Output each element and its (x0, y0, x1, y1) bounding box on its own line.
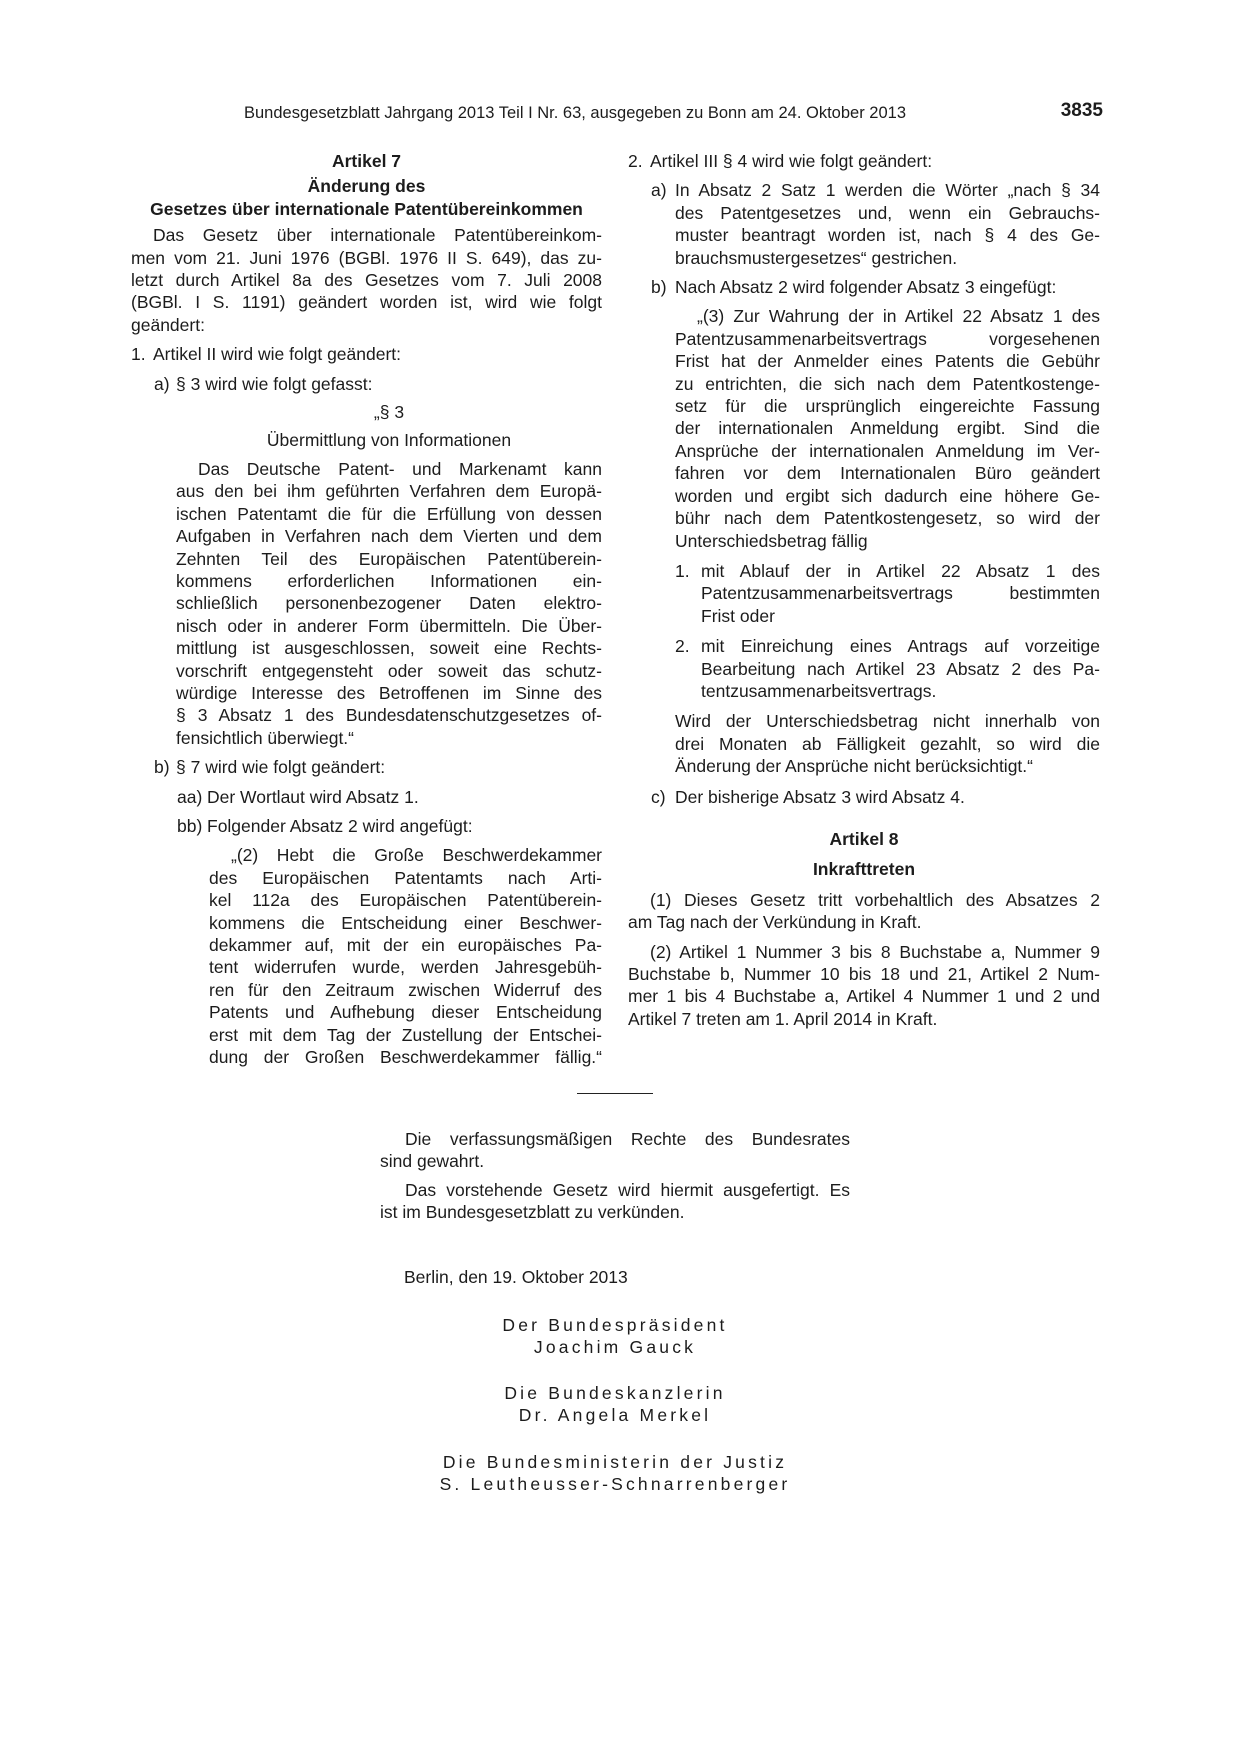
absatz-3-item-1-number: 1. (675, 560, 690, 581)
absatz-2-text (131, 844, 602, 1068)
signature-block-3 (380, 1451, 850, 1496)
article-8-title: Artikel 8 (829, 828, 899, 849)
signatory-role: Die Bundeskanzlerin (504, 1383, 726, 1403)
article-8-para-1-line: (1) Dieses Gesetz tritt vorbehaltlich des Absatzes 2 (650, 889, 1100, 910)
article-8-para-2-line: Buchstabe b, Nummer 10 bis 18 und 21, Artikel 2 Num- (628, 964, 1100, 984)
signatory-role: Die Bundesministerin der Justiz (442, 1452, 788, 1472)
paragraph-3-heading: „§ 3 (373, 402, 405, 423)
item-2c-text: Der bisherige Absatz 3 wird Absatz 4. (675, 786, 965, 807)
item-1a (131, 373, 602, 395)
absatz-3-line: Ansprüche der internationalen Anmeldung im Ver- (675, 440, 1100, 461)
signature-block-2 (380, 1382, 850, 1427)
absatz-3-line: zu entrichten, die sich nach dem Patentkostenge- (675, 373, 1100, 394)
paragraph-3-line: nisch oder in anderer Form übermitteln. Die Über- (176, 615, 602, 636)
article-8-para-2-line: (2) Artikel 1 Nummer 3 bis 8 Buchstabe a, Nummer 9 (650, 941, 1100, 962)
item-2c-label: c) (651, 786, 666, 807)
absatz-3-line: Patentzusammenarbeitsvertrags vorgesehenen (675, 328, 1100, 349)
absatz-3-item-1-body (701, 560, 1100, 627)
article-7-title: Artikel 7 (331, 151, 402, 171)
item-2c (628, 786, 1100, 808)
absatz-3-line: Unterschiedsbetrag fällig (675, 530, 868, 551)
intro-line: (BGBl. I S. 1191) geändert worden ist, wird wie folgt (131, 292, 602, 313)
absatz-2-line: erst mit dem Tag der Zustellung der Entschei- (209, 1024, 602, 1045)
item-2a (628, 179, 1100, 269)
closing-line: Die verfassungsmäßigen Rechte des Bundesrates (405, 1129, 850, 1149)
item-2a-label: a) (651, 180, 667, 201)
signatory-name: Dr. Angela Merkel (518, 1405, 712, 1426)
item-2a-body (675, 179, 1100, 269)
absatz-3-tail-line: drei Monaten ab Fälligkeit gezahlt, so wird die (675, 733, 1100, 754)
absatz-2-line: „(2) Hebt die Große Beschwerdekammer (231, 845, 602, 866)
signature-block-1 (380, 1314, 850, 1359)
page-header (244, 100, 1103, 126)
article-8-para-2-line: mer 1 bis 4 Buchstabe a, Artikel 4 Nummer 1 und 2 und (628, 986, 1100, 1007)
item-1b (131, 756, 602, 778)
article-8-para-1 (628, 889, 1100, 934)
item-1b-text: § 7 wird wie folgt geändert: (176, 757, 386, 778)
absatz-3-item-1-line: mit Ablauf der in Artikel 22 Absatz 1 des (701, 560, 1100, 581)
paragraph-3-line: mittlung ist ausgeschlossen, soweit eine Rechts- (176, 638, 602, 659)
absatz-2-line: ren für den Zeitraum zwischen Widerruf des (209, 979, 602, 1000)
absatz-3-tail-line: Wird der Unterschiedsbetrag nicht innerhalb von (675, 711, 1100, 732)
item-2b (628, 276, 1100, 298)
paragraph-3-title: Übermittlung von Informationen (266, 430, 512, 451)
header-text: Bundesgesetzblatt Jahrgang 2013 Teil I Nr. 63, ausgegeben zu Bonn am 24. Oktober 2013 (244, 104, 906, 122)
closing-line: sind gewahrt. (380, 1151, 485, 1172)
absatz-3-item-2-line: Bearbeitung nach Artikel 23 Absatz 2 des Pa- (701, 658, 1100, 679)
article-8-para-2-line: Artikel 7 treten am 1. April 2014 in Kraft. (628, 1008, 938, 1029)
absatz-3-line: fahren vor dem Internationalen Büro geändert (675, 463, 1100, 484)
absatz-3-tail (675, 710, 1100, 777)
closing-line: ist im Bundesgesetzblatt zu verkünden. (380, 1202, 685, 1223)
absatz-3-item-1 (675, 560, 1100, 627)
item-2-text: Artikel III § 4 wird wie folgt geändert: (650, 151, 933, 171)
absatz-3-item-2-body (701, 635, 1100, 702)
paragraph-3-line: kommens erforderlichen Informationen ein- (176, 570, 602, 591)
item-1 (131, 343, 602, 365)
paragraph-3-line: aus den bei ihm geführten Verfahren dem Europä- (176, 481, 602, 502)
place-date: Berlin, den 19. Oktober 2013 (404, 1267, 628, 1287)
item-bb-text: Folgender Absatz 2 wird angefügt: (207, 815, 473, 836)
item-bb (131, 815, 602, 837)
article-8-para-1-line: am Tag nach der Verkündung in Kraft. (628, 912, 922, 933)
item-1a-label: a) (154, 373, 170, 394)
left-column (131, 150, 602, 1068)
absatz-3-tail-line: Änderung der Ansprüche nicht berücksichtigt.“ (675, 756, 1033, 777)
article-7-intro (131, 224, 602, 336)
absatz-2-line: Patents und Aufhebung dieser Entscheidung (209, 1002, 602, 1023)
item-aa (131, 786, 602, 808)
item-bb-label: bb) (177, 815, 203, 836)
paragraph-3-line: ischen Patentamt die für die Erfüllung von dessen (176, 503, 602, 524)
closing-text (380, 1128, 850, 1224)
absatz-3-text (628, 305, 1100, 777)
absatz-3-item-2-line: tentzusammenarbeitsvertrags. (701, 680, 937, 701)
paragraph-3-line: fensichtlich überwiegt.“ (176, 727, 354, 748)
intro-line: letzt durch Artikel 8a des Gesetzes vom 7. Juli 2008 (131, 270, 602, 291)
page-number: 3835 (1060, 100, 1103, 121)
right-column (628, 150, 1100, 1030)
absatz-3-item-1-line: Patentzusammenarbeitsvertrags bestimmten (701, 583, 1100, 604)
absatz-3-line: „(3) Zur Wahrung der in Artikel 22 Absatz 1 des (697, 306, 1100, 327)
article-8-para-2 (628, 941, 1100, 1031)
item-2a-line: des Patentgesetzes und, wenn ein Gebrauchs- (675, 202, 1100, 223)
intro-line: geändert: (131, 314, 205, 335)
item-1a-text: § 3 wird wie folgt gefasst: (176, 373, 373, 394)
article-7-subtitle-2: Gesetzes über internationale Patentübereinkommen (150, 198, 583, 219)
separator-rule (577, 1093, 653, 1094)
paragraph-3-line: Das Deutsche Patent- und Markenamt kann (198, 458, 602, 479)
absatz-3-item-2-line: mit Einreichung eines Antrags auf vorzeitige (701, 636, 1100, 657)
absatz-2-line: dekammer auf, mit der ein europäisches Pa- (209, 935, 602, 955)
signatory-name: S. Leutheusser-Schnarrenberger (439, 1474, 791, 1495)
paragraph-3-line: schließlich personenbezogener Daten elektro- (176, 593, 602, 614)
signatory-role: Der Bundespräsident (502, 1315, 728, 1335)
absatz-3-line: Frist hat der Anmelder eines Patents die Gebühr (675, 351, 1100, 372)
item-2 (628, 150, 1100, 172)
signatory-name: Joachim Gauck (533, 1337, 697, 1358)
item-1b-label: b) (154, 757, 170, 778)
paragraph-3-line: würdige Interesse des Betroffenen im Sinne des (176, 682, 602, 703)
absatz-2-line: des Europäischen Patentamts nach Arti- (209, 867, 602, 888)
absatz-3-line: setz für die ursprünglich eingereichte Fassung (675, 396, 1100, 417)
absatz-2-line: dung der Großen Beschwerdekammer fällig.“ (209, 1047, 602, 1068)
item-2a-line: muster beantragt worden ist, nach § 4 des Ge- (675, 225, 1100, 246)
item-aa-label: aa) (177, 786, 203, 807)
item-2a-line: brauchsmustergesetzes“ gestrichen. (675, 247, 958, 268)
absatz-3-item-2-number: 2. (675, 636, 690, 657)
paragraph-3-line: Aufgaben in Verfahren nach dem Vierten und dem (176, 526, 602, 547)
absatz-3-item-2 (675, 635, 1100, 702)
article-7-subtitle-1: Änderung des (307, 176, 426, 197)
intro-line: Das Gesetz über internationale Patentübereinkom- (153, 225, 602, 246)
item-1-text: Artikel II wird wie folgt geändert: (153, 344, 402, 365)
intro-line: men vom 21. Juni 1976 (BGBl. 1976 II S. 649), das zu- (131, 247, 602, 268)
item-2b-text: Nach Absatz 2 wird folgender Absatz 3 eingefügt: (675, 277, 1057, 298)
absatz-2-line: tent widerrufen wurde, werden Jahresgebüh- (209, 957, 602, 978)
paragraph-3-line: § 3 Absatz 1 des Bundesdatenschutzgesetzes of- (176, 705, 602, 726)
paragraph-3-line: Zehnten Teil des Europäischen Patentüberein- (176, 548, 602, 569)
item-aa-text: Der Wortlaut wird Absatz 1. (207, 786, 419, 807)
absatz-3-item-1-line: Frist oder (701, 605, 775, 626)
closing-line: Das vorstehende Gesetz wird hiermit ausgefertigt. Es (405, 1179, 850, 1200)
absatz-3-line: bühr nach dem Patentkostengesetz, so wird der (675, 508, 1100, 529)
paragraph-3-line: vorschrift entgegensteht oder soweit das schutz- (176, 660, 602, 681)
absatz-3-line: der internationalen Anmeldung ergibt. Sind die (675, 418, 1100, 439)
absatz-2-line: kel 112a des Europäischen Patentüberein- (209, 890, 602, 911)
item-1-number: 1. (131, 344, 146, 365)
item-2a-line: In Absatz 2 Satz 1 werden die Wörter „nach § 34 (675, 180, 1100, 201)
absatz-3-line: worden und ergibt sich dadurch eine höhere Ge- (675, 485, 1100, 506)
item-2-number: 2. (628, 151, 643, 171)
absatz-2-line: kommens die Entscheidung einer Beschwer- (209, 912, 602, 933)
article-8-subtitle: Inkrafttreten (812, 859, 916, 880)
paragraph-3 (131, 401, 602, 749)
item-2b-label: b) (651, 277, 667, 298)
